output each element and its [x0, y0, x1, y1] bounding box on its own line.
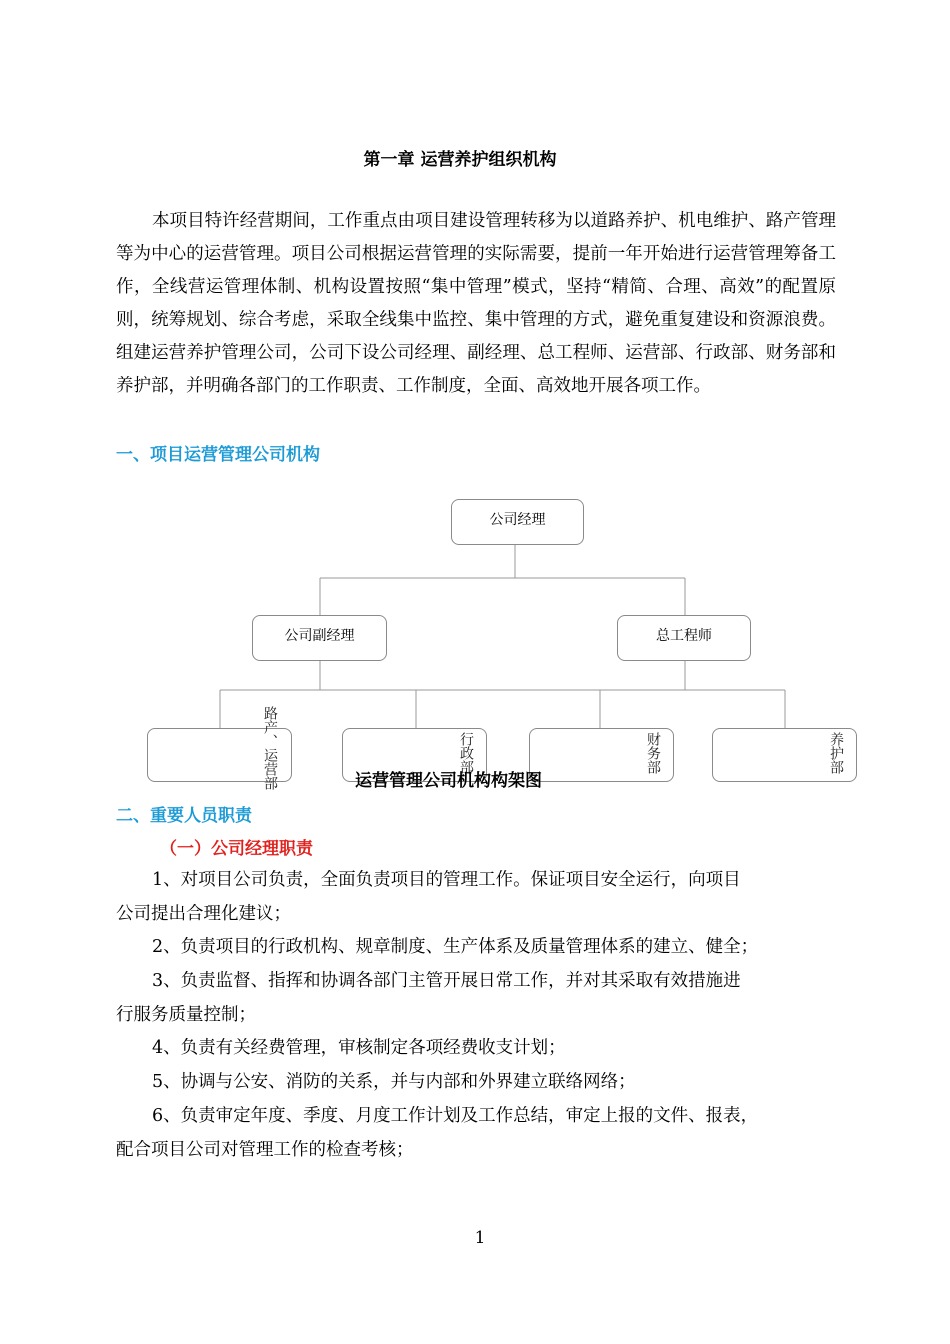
- org-dept-operations-label: 路产、运营部: [262, 706, 278, 790]
- duty-6-line-1: 6、负责审定年度、季度、月度工作计划及工作总结，审定上报的文件、报表，: [152, 1106, 759, 1126]
- org-dept-admin-label: 行政部: [458, 732, 474, 774]
- chapter-title: 第一章 运营养护组织机构: [363, 150, 557, 170]
- org-box-manager: [451, 499, 584, 545]
- org-dept-maintenance-label: 养护部: [828, 732, 844, 774]
- duty-5-line-1: 5、协调与公安、消防的关系，并与内部和外界建立联络网络；: [152, 1072, 636, 1092]
- duty-2-line-1: 2、负责项目的行政机构、规章制度、生产体系及质量管理体系的建立、健全；: [152, 937, 759, 957]
- section2-heading: 二、重要人员职责: [116, 806, 252, 826]
- duty-1-line-1: 1、对项目公司负责，全面负责项目的管理工作。保证项目安全运行，向项目: [152, 870, 741, 890]
- org-box-chief-engineer: [617, 615, 751, 661]
- org-box-deputy-label: 公司副经理: [284, 628, 355, 644]
- duty-3-line-2: 行服务质量控制；: [116, 1005, 256, 1025]
- org-box-engineer-label: 总工程师: [656, 628, 712, 644]
- duty-4-line-1: 4、负责有关经费管理，审核制定各项经费收支计划；: [152, 1038, 566, 1058]
- duty-1-line-2: 公司提出合理化建议；: [116, 904, 291, 924]
- duty-6-line-2: 配合项目公司对管理工作的检查考核；: [116, 1140, 414, 1160]
- intro-paragraph: 本项目特许经营期间，工作重点由项目建设管理转移为以道路养护、机电维护、路产管理等为中心的运营管理。项目公司根据运营管理的实际需要，提前一年开始进行运营管理筹备工作，全线营运管理体制、机构设置按照“集中管理”模式，坚持“精简、合理、高效”的配置原则，统筹规划、综合考虑，采取全线集中监控、集中管理的方式，避免重复建设和资源浪费。组建运营养护管理公司，公司下设公司经理、副经理、总工程师、运营部、行政部、财务部和养护部，并明确各部门的工作职责、工作制度，全面、高效地开展各项工作。: [116, 211, 836, 396]
- duty-3-line-1: 3、负责监督、指挥和协调各部门主管开展日常工作，并对其采取有效措施进: [152, 971, 741, 991]
- org-dept-finance-label: 财务部: [645, 732, 661, 774]
- org-box-deputy-manager: [252, 615, 387, 661]
- org-box-manager-label: 公司经理: [489, 512, 546, 528]
- org-chart-caption: 运营管理公司机构构架图: [355, 771, 542, 791]
- subsection1-heading: （一）公司经理职责: [160, 839, 313, 859]
- section1-heading: 一、项目运营管理公司机构: [116, 445, 320, 465]
- page-number: 1: [474, 1228, 486, 1248]
